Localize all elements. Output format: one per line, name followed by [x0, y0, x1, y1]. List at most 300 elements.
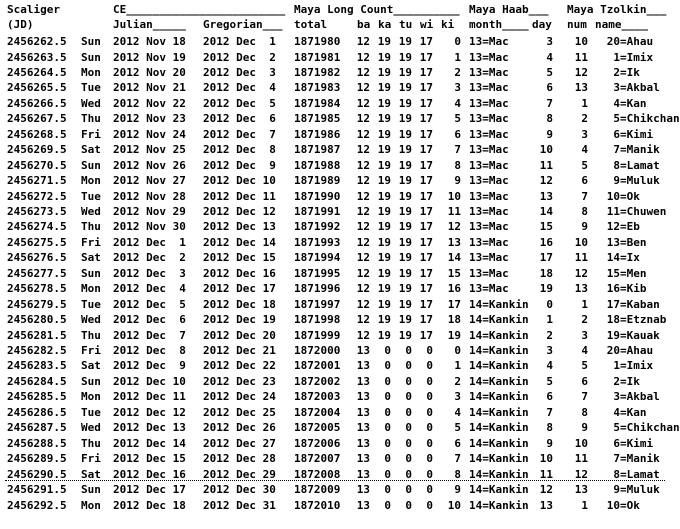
- cell-ba: 13: [356, 344, 370, 357]
- cell-ka: 0: [384, 344, 391, 357]
- cell-greg: 2012 Dec 14: [203, 235, 276, 249]
- cell-total: 1871991: [294, 204, 341, 218]
- cell-ba: 13: [356, 374, 370, 388]
- cell-tu: 19: [398, 127, 412, 141]
- cell-wd: Mon: [81, 65, 101, 79]
- cell-wd: Mon: [81, 390, 101, 404]
- cell-wi: 0: [426, 483, 433, 496]
- table-row: [5, 250, 665, 266]
- cell-wd: Sat: [81, 359, 101, 373]
- cell-hmonth: 14=Kankin: [469, 483, 529, 496]
- cell-greg: 2012 Dec 8: [203, 143, 276, 157]
- cell-jul: 2012 Dec 7: [113, 328, 186, 342]
- cell-jul: 2012 Dec 18: [113, 498, 186, 512]
- cell-jd: 2456292.5: [7, 498, 67, 512]
- cell-total: 1872007: [294, 452, 341, 466]
- cell-total: 1871988: [294, 158, 341, 172]
- cell-tu: 0: [405, 467, 412, 481]
- cell-jul: 2012 Nov 28: [113, 189, 186, 203]
- cell-ki: 5: [454, 421, 461, 435]
- cell-greg: 2012 Dec 19: [203, 313, 276, 327]
- cell-hmonth: 13=Mac: [469, 266, 509, 280]
- cell-wi: 17: [419, 313, 433, 327]
- cell-wi: 0: [426, 436, 433, 450]
- cell-ba: 12: [356, 251, 370, 265]
- cell-tu: 0: [405, 344, 412, 357]
- cell-ka: 19: [377, 143, 391, 157]
- cell-tu: 19: [398, 158, 412, 172]
- cell-ka: 19: [377, 328, 391, 342]
- table-row: [5, 343, 665, 359]
- cell-ki: 2: [454, 65, 461, 79]
- cell-tnum: 13: [574, 483, 588, 496]
- cell-jul: 2012 Dec 3: [113, 266, 186, 280]
- cell-jul: 2012 Dec 5: [113, 297, 186, 311]
- cell-hmonth: 13=Mac: [469, 143, 509, 157]
- cell-tu: 19: [398, 313, 412, 327]
- cell-jul: 2012 Dec 14: [113, 436, 186, 450]
- cell-tname: 4=Kan: [613, 405, 647, 419]
- cell-hday: 4: [546, 359, 553, 373]
- header-scaliger: Scaliger: [7, 3, 60, 16]
- cell-hday: 14: [539, 204, 553, 218]
- cell-ka: 19: [377, 251, 391, 265]
- cell-wd: Sat: [81, 251, 101, 265]
- cell-hmonth: 14=Kankin: [469, 359, 529, 373]
- cell-jd: 2456283.5: [7, 359, 67, 373]
- cell-jul: 2012 Nov 30: [113, 220, 186, 234]
- cell-hmonth: 14=Kankin: [469, 467, 529, 481]
- cell-hmonth: 13=Mac: [469, 174, 509, 187]
- cell-hday: 9: [546, 127, 553, 141]
- cell-hmonth: 13=Mac: [469, 235, 509, 249]
- cell-wd: Wed: [81, 313, 101, 327]
- cell-tu: 19: [398, 81, 412, 95]
- cell-wi: 0: [426, 359, 433, 373]
- cell-tu: 19: [398, 50, 412, 64]
- cell-wd: Wed: [81, 204, 101, 218]
- cell-total: 1871993: [294, 235, 341, 249]
- cell-tname: 11=Chuwen: [606, 204, 667, 218]
- cell-greg: 2012 Dec 23: [203, 374, 276, 388]
- cell-hmonth: 13=Mac: [469, 81, 509, 95]
- cell-wi: 17: [419, 174, 433, 187]
- cell-ka: 19: [377, 158, 391, 172]
- cell-jd: 2456279.5: [7, 297, 67, 311]
- cell-jul: 2012 Nov 26: [113, 158, 186, 172]
- cell-wi: 0: [426, 452, 433, 466]
- cell-tname: 5=Chikchan: [613, 112, 680, 126]
- cell-ba: 12: [356, 35, 370, 48]
- calendar-table: [5, 2, 680, 529]
- cell-hmonth: 13=Mac: [469, 189, 509, 203]
- cell-ki: 4: [454, 96, 461, 110]
- cell-tu: 19: [398, 235, 412, 249]
- cell-tu: 0: [405, 483, 412, 496]
- cell-tname: 7=Manik: [613, 452, 660, 466]
- cell-wd: Fri: [81, 127, 101, 141]
- cell-tname: 15=Men: [606, 266, 647, 280]
- cell-hday: 16: [539, 235, 553, 249]
- cell-hmonth: 13=Mac: [469, 35, 509, 48]
- cell-tnum: 5: [581, 158, 588, 172]
- header-maya-long-count: Maya Long Count__________: [294, 3, 460, 16]
- cell-ka: 19: [377, 313, 391, 327]
- cell-ba: 12: [356, 65, 370, 79]
- cell-tnum: 2: [581, 112, 588, 126]
- cell-wi: 17: [419, 65, 433, 79]
- cell-total: 1871998: [294, 313, 341, 327]
- table-row: [5, 50, 665, 66]
- cell-tu: 0: [405, 452, 412, 466]
- cell-wd: Tue: [81, 297, 101, 311]
- cell-tname: 1=Imix: [613, 359, 654, 373]
- cell-tu: 19: [398, 35, 412, 48]
- cell-tu: 19: [398, 143, 412, 157]
- table-row: [5, 158, 665, 174]
- cell-hmonth: 14=Kankin: [469, 390, 529, 404]
- cell-ki: 4: [454, 405, 461, 419]
- cell-wd: Tue: [81, 189, 101, 203]
- header-row-groups: [5, 2, 665, 18]
- cell-hmonth: 13=Mac: [469, 282, 509, 296]
- cell-tnum: 1: [581, 96, 588, 110]
- cell-tnum: 4: [581, 344, 588, 357]
- cell-tname: 8=Lamat: [613, 158, 660, 172]
- cell-tnum: 2: [581, 313, 588, 327]
- cell-jd: 2456262.5: [7, 35, 67, 48]
- cell-greg: 2012 Dec 21: [203, 344, 276, 357]
- cell-wi: 17: [419, 282, 433, 296]
- cell-hday: 10: [539, 452, 553, 466]
- cell-wd: Sat: [81, 143, 101, 157]
- cell-tnum: 8: [581, 405, 588, 419]
- cell-tname: 6=Kimi: [613, 127, 654, 141]
- cell-wi: 0: [426, 405, 433, 419]
- cell-wi: 17: [419, 96, 433, 110]
- cell-ka: 19: [377, 112, 391, 126]
- cell-greg: 2012 Dec 20: [203, 328, 276, 342]
- cell-hmonth: 13=Mac: [469, 50, 509, 64]
- cell-ki: 12: [447, 220, 461, 234]
- cell-hday: 11: [539, 467, 553, 481]
- cell-ba: 13: [356, 483, 370, 496]
- cell-ka: 19: [377, 297, 391, 311]
- cell-total: 1871990: [294, 189, 341, 203]
- cell-wi: 17: [419, 35, 433, 48]
- cell-ki: 8: [454, 467, 461, 481]
- cell-jd: 2456284.5: [7, 374, 67, 388]
- cell-jul: 2012 Dec 4: [113, 282, 186, 296]
- cell-tname: 3=Akbal: [613, 81, 660, 95]
- cell-tnum: 8: [581, 204, 588, 218]
- cell-ba: 12: [356, 328, 370, 342]
- cell-total: 1871989: [294, 174, 341, 187]
- cell-jul: 2012 Nov 23: [113, 112, 186, 126]
- cell-hday: 5: [546, 374, 553, 388]
- cell-wi: 17: [419, 158, 433, 172]
- cell-tnum: 6: [581, 374, 588, 388]
- cell-total: 1871997: [294, 297, 341, 311]
- cell-jul: 2012 Dec 9: [113, 359, 186, 373]
- cell-ba: 13: [356, 405, 370, 419]
- table-row: [5, 281, 665, 297]
- cell-jul: 2012 Dec 11: [113, 390, 186, 404]
- cell-wd: Thu: [81, 112, 101, 126]
- cell-jul: 2012 Nov 22: [113, 96, 186, 110]
- cell-ki: 0: [454, 35, 461, 48]
- header-maya-haab: Maya Haab___: [469, 3, 549, 16]
- cell-jul: 2012 Nov 19: [113, 50, 186, 64]
- cell-ba: 12: [356, 235, 370, 249]
- cell-ki: 13: [447, 235, 461, 249]
- table-row: [5, 34, 665, 50]
- cell-total: 1872001: [294, 359, 341, 373]
- cell-tnum: 1: [581, 498, 588, 512]
- cell-ka: 0: [384, 436, 391, 450]
- cell-wi: 17: [419, 81, 433, 95]
- cell-ba: 12: [356, 158, 370, 172]
- cell-tnum: 10: [574, 35, 588, 48]
- table-row: [5, 80, 665, 96]
- cell-hday: 10: [539, 143, 553, 157]
- cell-tnum: 3: [581, 328, 588, 342]
- cell-tu: 0: [405, 359, 412, 373]
- cell-ka: 0: [384, 390, 391, 404]
- cell-jul: 2012 Dec 1: [113, 235, 186, 249]
- cell-wd: Thu: [81, 220, 101, 234]
- cell-ki: 19: [447, 328, 461, 342]
- cell-wi: 17: [419, 204, 433, 218]
- cell-tname: 2=Ik: [613, 374, 640, 388]
- cell-tname: 4=Kan: [613, 96, 647, 110]
- cell-hday: 3: [546, 344, 553, 357]
- cell-greg: 2012 Dec 16: [203, 266, 276, 280]
- table-row: [5, 405, 665, 421]
- cell-hmonth: 13=Mac: [469, 112, 509, 126]
- cell-wi: 17: [419, 220, 433, 234]
- cell-tname: 18=Etznab: [606, 313, 667, 327]
- cell-ba: 12: [356, 112, 370, 126]
- cell-jul: 2012 Dec 15: [113, 452, 186, 466]
- cell-tu: 0: [405, 421, 412, 435]
- cell-ba: 13: [356, 498, 370, 512]
- cell-ba: 13: [356, 436, 370, 450]
- cell-tu: 19: [398, 220, 412, 234]
- cell-hday: 6: [546, 81, 553, 95]
- cell-tname: 5=Chikchan: [613, 421, 680, 435]
- cell-ba: 13: [356, 467, 370, 481]
- cell-ba: 12: [356, 204, 370, 218]
- cell-jd: 2456265.5: [7, 81, 67, 95]
- cell-tnum: 3: [581, 127, 588, 141]
- cell-wd: Fri: [81, 344, 101, 357]
- cell-tname: 16=Kib: [606, 282, 647, 296]
- cell-hmonth: 13=Mac: [469, 158, 509, 172]
- cell-ki: 7: [454, 143, 461, 157]
- table-row: [5, 127, 665, 143]
- cell-tu: 19: [398, 96, 412, 110]
- cell-jul: 2012 Nov 25: [113, 143, 186, 157]
- cell-wd: Sun: [81, 50, 101, 64]
- cell-tnum: 11: [574, 251, 588, 265]
- header-tu: tu: [399, 18, 413, 31]
- cell-tu: 0: [405, 405, 412, 419]
- cell-total: 1871995: [294, 266, 341, 280]
- cell-tname: 9=Muluk: [613, 174, 660, 187]
- cell-jul: 2012 Dec 8: [113, 344, 186, 357]
- cell-tnum: 12: [574, 467, 588, 481]
- cell-jd: 2456286.5: [7, 405, 67, 419]
- table-row: [5, 498, 665, 514]
- cell-ba: 12: [356, 127, 370, 141]
- cell-tnum: 13: [574, 282, 588, 296]
- cell-tname: 20=Ahau: [606, 344, 654, 357]
- cell-hday: 1: [546, 313, 553, 327]
- header-maya-tzolkin: Maya Tzolkin___: [567, 3, 667, 16]
- cell-hday: 19: [539, 282, 553, 296]
- table-row: [5, 358, 665, 374]
- cell-jd: 2456268.5: [7, 127, 67, 141]
- header-name: name____: [595, 18, 648, 31]
- cell-tu: 0: [405, 390, 412, 404]
- cell-greg: 2012 Dec 29: [203, 467, 276, 481]
- cell-hday: 12: [539, 174, 553, 187]
- cell-greg: 2012 Dec 5: [203, 96, 276, 110]
- cell-greg: 2012 Dec 26: [203, 421, 276, 435]
- cell-wd: Sun: [81, 35, 101, 48]
- cell-total: 1871994: [294, 251, 341, 265]
- cell-hday: 17: [539, 251, 553, 265]
- cell-ki: 3: [454, 390, 461, 404]
- cell-greg: 2012 Dec 15: [203, 251, 276, 265]
- cell-tnum: 6: [581, 174, 588, 187]
- cell-wi: 17: [419, 112, 433, 126]
- cell-wd: Sun: [81, 374, 101, 388]
- cell-hday: 9: [546, 436, 553, 450]
- header-ki: ki: [441, 18, 455, 31]
- cell-wd: Thu: [81, 328, 101, 342]
- cell-tname: 12=Eb: [606, 220, 640, 234]
- cell-tname: 7=Manik: [613, 143, 660, 157]
- cell-hmonth: 13=Mac: [469, 220, 509, 234]
- cell-ki: 6: [454, 127, 461, 141]
- table-row: [5, 219, 665, 235]
- cell-ki: 5: [454, 112, 461, 126]
- cell-hday: 2: [546, 328, 553, 342]
- cell-tnum: 9: [581, 220, 588, 234]
- cell-ka: 19: [377, 174, 391, 187]
- cell-total: 1871999: [294, 328, 341, 342]
- cell-tnum: 12: [574, 65, 588, 79]
- table-row: [5, 389, 665, 405]
- cell-hmonth: 13=Mac: [469, 96, 509, 110]
- cell-wi: 17: [419, 127, 433, 141]
- cell-tu: 0: [405, 374, 412, 388]
- cell-wd: Mon: [81, 174, 101, 187]
- table-row: [5, 65, 665, 81]
- cell-wi: 17: [419, 143, 433, 157]
- cell-jd: 2456288.5: [7, 436, 67, 450]
- cell-jul: 2012 Nov 18: [113, 35, 186, 48]
- cell-wi: 0: [426, 421, 433, 435]
- cell-ba: 12: [356, 81, 370, 95]
- cell-wi: 17: [419, 266, 433, 280]
- cell-wi: 17: [419, 297, 433, 311]
- cell-ka: 19: [377, 127, 391, 141]
- cell-jd: 2456269.5: [7, 143, 67, 157]
- cell-jul: 2012 Nov 21: [113, 81, 186, 95]
- cell-hmonth: 14=Kankin: [469, 452, 529, 466]
- cell-wi: 0: [426, 390, 433, 404]
- cell-total: 1871996: [294, 282, 341, 296]
- cell-hmonth: 14=Kankin: [469, 313, 529, 327]
- cell-tu: 19: [398, 204, 412, 218]
- cell-jul: 2012 Dec 10: [113, 374, 186, 388]
- cell-ba: 12: [356, 189, 370, 203]
- table-row: [5, 189, 665, 205]
- cell-ka: 0: [384, 452, 391, 466]
- cell-hmonth: 13=Mac: [469, 251, 509, 265]
- cell-ka: 19: [377, 81, 391, 95]
- cell-total: 1872008: [294, 467, 341, 481]
- cell-greg: 2012 Dec 11: [203, 189, 276, 203]
- cell-ki: 9: [454, 483, 461, 496]
- header-wi: wi: [420, 18, 434, 31]
- table-row: [5, 328, 665, 344]
- cell-hday: 7: [546, 96, 553, 110]
- cell-total: 1872003: [294, 390, 341, 404]
- cell-jd: 2456263.5: [7, 50, 67, 64]
- cell-wd: Tue: [81, 81, 101, 95]
- cell-jd: 2456287.5: [7, 421, 67, 435]
- cell-wd: Sun: [81, 483, 101, 496]
- cell-wd: Sun: [81, 158, 101, 172]
- cell-wd: Mon: [81, 282, 101, 296]
- cell-total: 1871983: [294, 81, 341, 95]
- cell-total: 1871984: [294, 96, 341, 110]
- header-day: day: [532, 18, 552, 31]
- cell-ki: 10: [447, 498, 461, 512]
- cell-jd: 2456270.5: [7, 158, 67, 172]
- cell-ka: 19: [377, 235, 391, 249]
- cell-wd: Sun: [81, 266, 101, 280]
- cell-ka: 19: [377, 266, 391, 280]
- cell-greg: 2012 Dec 27: [203, 436, 276, 450]
- cell-ki: 3: [454, 81, 461, 95]
- cell-greg: 2012 Dec 4: [203, 81, 276, 95]
- cell-ki: 14: [447, 251, 461, 265]
- cell-jul: 2012 Dec 2: [113, 251, 186, 265]
- cell-tname: 3=Akbal: [613, 390, 660, 404]
- cell-tname: 17=Kaban: [606, 297, 660, 311]
- cell-hday: 13: [539, 498, 553, 512]
- cell-ka: 19: [377, 189, 391, 203]
- cell-jul: 2012 Dec 13: [113, 421, 186, 435]
- cell-ki: 9: [454, 174, 461, 187]
- cell-total: 1872006: [294, 436, 341, 450]
- cell-hday: 0: [546, 297, 553, 311]
- cell-wi: 17: [419, 251, 433, 265]
- cell-tname: 19=Kauak: [606, 328, 660, 342]
- cell-hmonth: 14=Kankin: [469, 421, 529, 435]
- cell-hmonth: 14=Kankin: [469, 297, 529, 311]
- cell-tu: 19: [398, 251, 412, 265]
- cell-greg: 2012 Dec 1: [203, 35, 276, 48]
- cell-jul: 2012 Nov 27: [113, 174, 186, 187]
- cell-jd: 2456271.5: [7, 174, 67, 187]
- cell-hday: 8: [546, 112, 553, 126]
